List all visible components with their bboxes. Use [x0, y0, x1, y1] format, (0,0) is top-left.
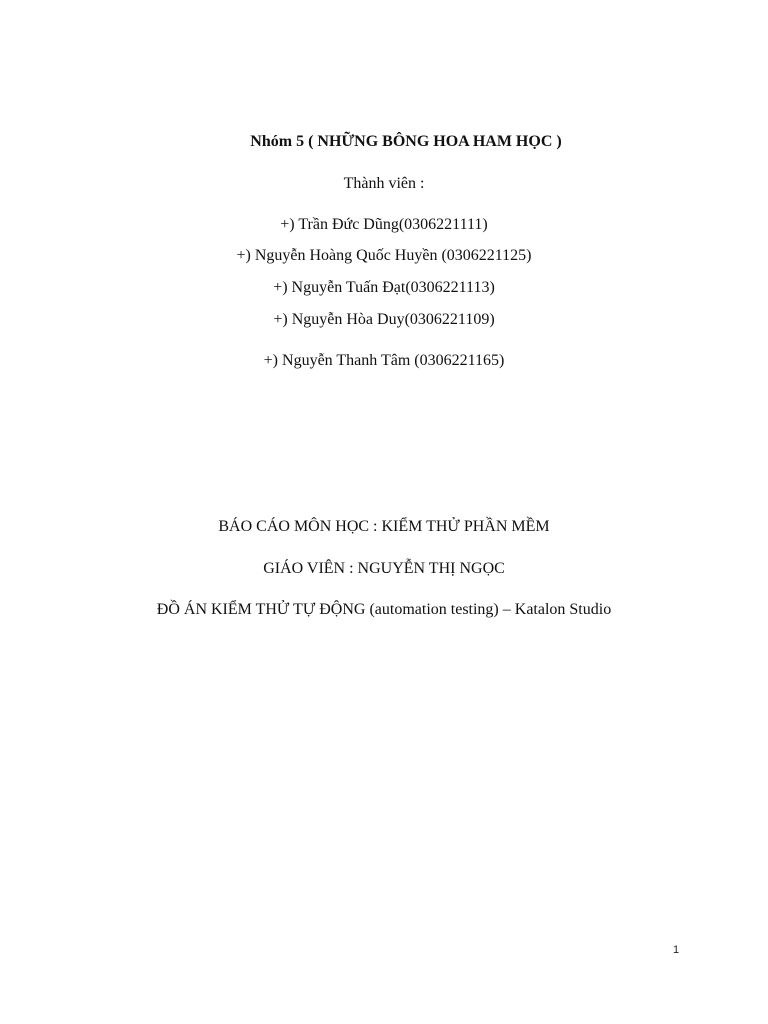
teacher-name: GIÁO VIÊN : NGUYỄN THỊ NGỌC [263, 560, 505, 577]
member-item: +) Trần Đức Dũng(0306221111) [280, 216, 488, 233]
report-subject: BÁO CÁO MÔN HỌC : KIỂM THỬ PHẦN MỀM [218, 518, 550, 535]
members-label: Thành viên : [343, 175, 425, 192]
group-title: Nhóm 5 ( NHỮNG BÔNG HOA HAM HỌC ) [250, 133, 562, 150]
project-title: ĐỒ ÁN KIỂM THỬ TỰ ĐỘNG (automation testing) – Katalon Studio [156, 601, 612, 618]
member-item: +) Nguyễn Hòa Duy(0306221109) [273, 311, 495, 328]
member-item: +) Nguyễn Hoàng Quốc Huyền (0306221125) [236, 247, 532, 264]
member-item: +) Nguyễn Thanh Tâm (0306221165) [263, 352, 505, 369]
page-number: 1 [672, 944, 680, 956]
member-item: +) Nguyễn Tuấn Đạt(0306221113) [273, 279, 495, 296]
